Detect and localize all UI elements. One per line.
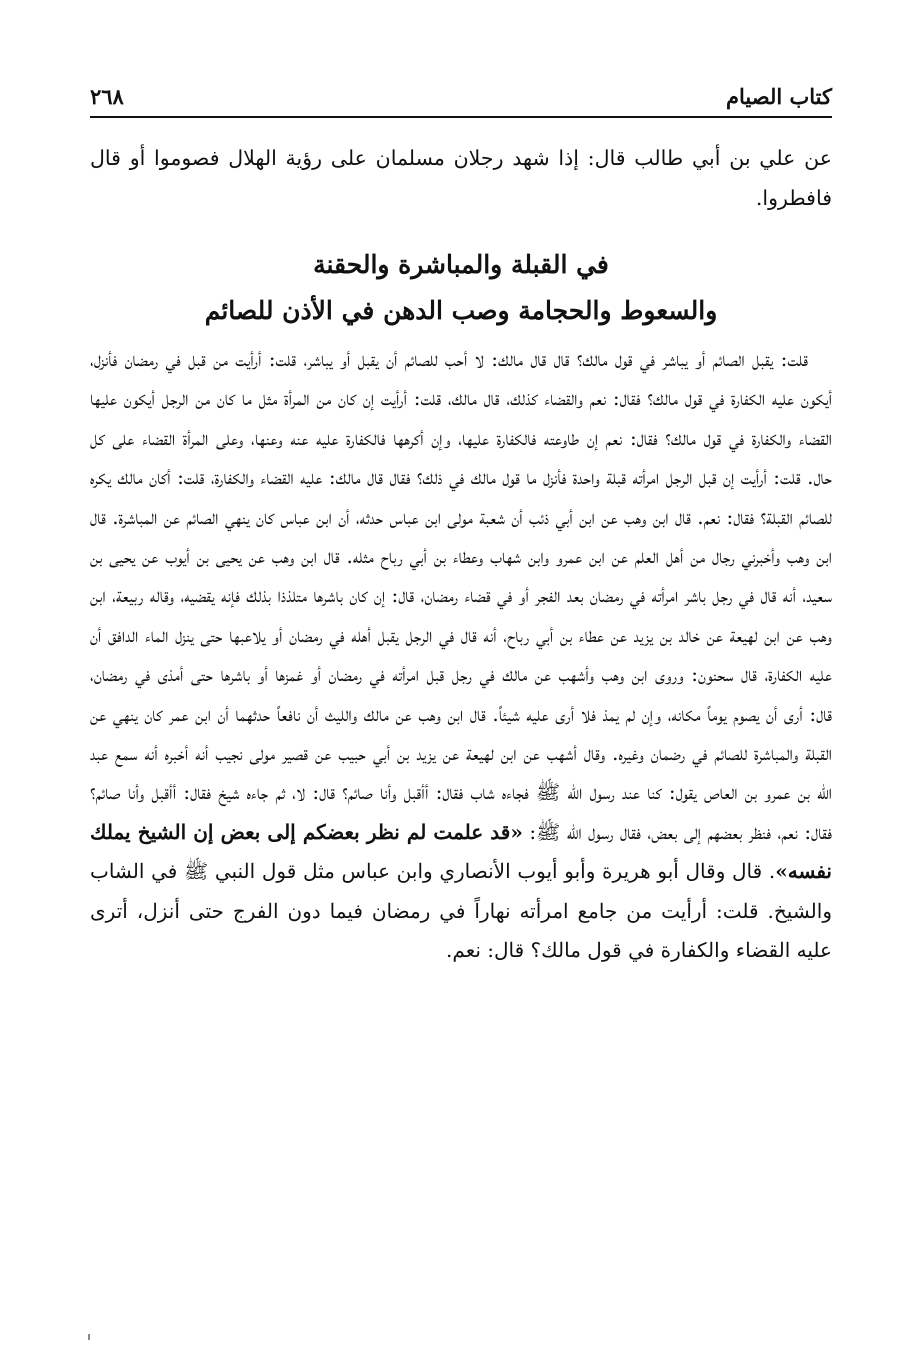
running-header: [90, 82, 832, 118]
section-heading-line1: في القبلة والمباشرة والحقنة: [313, 250, 609, 279]
margin-mark: [88, 1334, 90, 1340]
hadith-quote: «قد علمت لم نظر بعضكم إلى بعض إن الشيخ يملك نفسه»: [90, 819, 832, 884]
section-heading: [90, 242, 832, 334]
page-number: ٢٦٨: [90, 84, 124, 109]
body-paragraph: [90, 340, 832, 971]
opening-paragraph: عن علي بن أبي طالب قال: إذا شهد رجلان مسلمان على رؤية الهلال فصوموا أو قال فافطروا.: [90, 146, 832, 210]
body-text-part2: . قال وقال أبو هريرة وأبو أيوب الأنصاري وابن عباس مثل قول النبي ﷺ في الشاب والشيخ. قلت: أرأيت من جامع امرأته نهاراً في رمضان فيما دون الفرج حتى أنزل، أترى عليه القضاء والكفارة في قول مالك؟ قال: نعم.: [90, 859, 832, 963]
book-title: كتاب الصيام: [726, 84, 832, 109]
body-text-part1: قلت: يقبل الصائم أو يباشر في قول مالك؟ قال قال مالك: لا أحب للصائم أن يقبل أو يباشر، قلت: أرأيت من قبل في رمضان فأنزل، أيكون عليه الكفارة في قول مالك؟ فقال: نعم والقضاء كذلك، قال مالك، قلت: أرأيت إن كان من المرأة مثل ما كان من الرجل أيكون عليها القضاء والكفارة في قول مالك؟ فقال: نعم إن طاوعته فالكفارة عليها، وإن أكرهها فالكفارة عليه عنه وعنها، وعلى المرأة القضاء على كل حال. قلت: أرأيت إن قبل الرجل امرأته قبلة واحدة فأنزل ما قول مالك في ذلك؟ فقال قال مالك: عليه القضاء والكفارة، قلت: أكان مالك يكره للصائم القبلة؟ فقال: نعم. قال ابن وهب عن ابن أبي ذئب أن شعبة مولى ابن عباس حدثه، أن ابن عباس كان ينهي الصائم عن المباشرة. قال ابن وهب وأخبرني رجال من أهل العلم عن ابن عمرو وابن شهاب وعطاء بن أبي رباح مثله. قال ابن وهب عن يحيى بن أيوب عن يحيى بن سعيد، أنه قال في رجل باشر امرأته في رمضان بعد الفجر أو في قضاء رمضان، قال: إن كان باشرها متلذذا بذلك فإنه يقضيه، وقاله ربيعة، ابن وهب عن ابن لهيعة عن خالد بن يزيد عن عطاء بن أبي رباح، أنه قال في الرجل يقبل أهله في رمضان أو يلاعبها حتى ينزل الماء الدافق أن عليه الكفارة، قال سحنون: وروى ابن وهب وأشهب عن مالك في رجل قبل امرأته في رمضان أو غمزها أو باشرها حتى أمذى في رمضان، قال: أرى أن يصوم يوماً مكانه، وإن لم يمذ فلا أرى عليه شيئاً. قال ابن وهب عن مالك والليث أن نافعاً حدثهما أن ابن عمر كان ينهي عن القبلة والمباشرة للصائم في رضمان وغيره. وقال أشهب عن ابن لهيعة عن يزيد بن أبي حبيب عن قصير مولى نجيب أنه أخبره أنه سمع عبد الله بن عمرو بن العاص يقول: كنا عند رسول الله ﷺ فجاءه شاب فقال: أأقبل وأنا صائم؟ قال: لا، ثم جاءه شيخ فقال: أأقبل وأنا صائم؟ فقال: نعم، فنظر بعضهم إلى بعض، فقال رسول الله ﷺ:: [90, 347, 832, 844]
section-heading-line2: والسعوط والحجامة وصب الدهن في الأذن للصائم: [204, 296, 718, 325]
